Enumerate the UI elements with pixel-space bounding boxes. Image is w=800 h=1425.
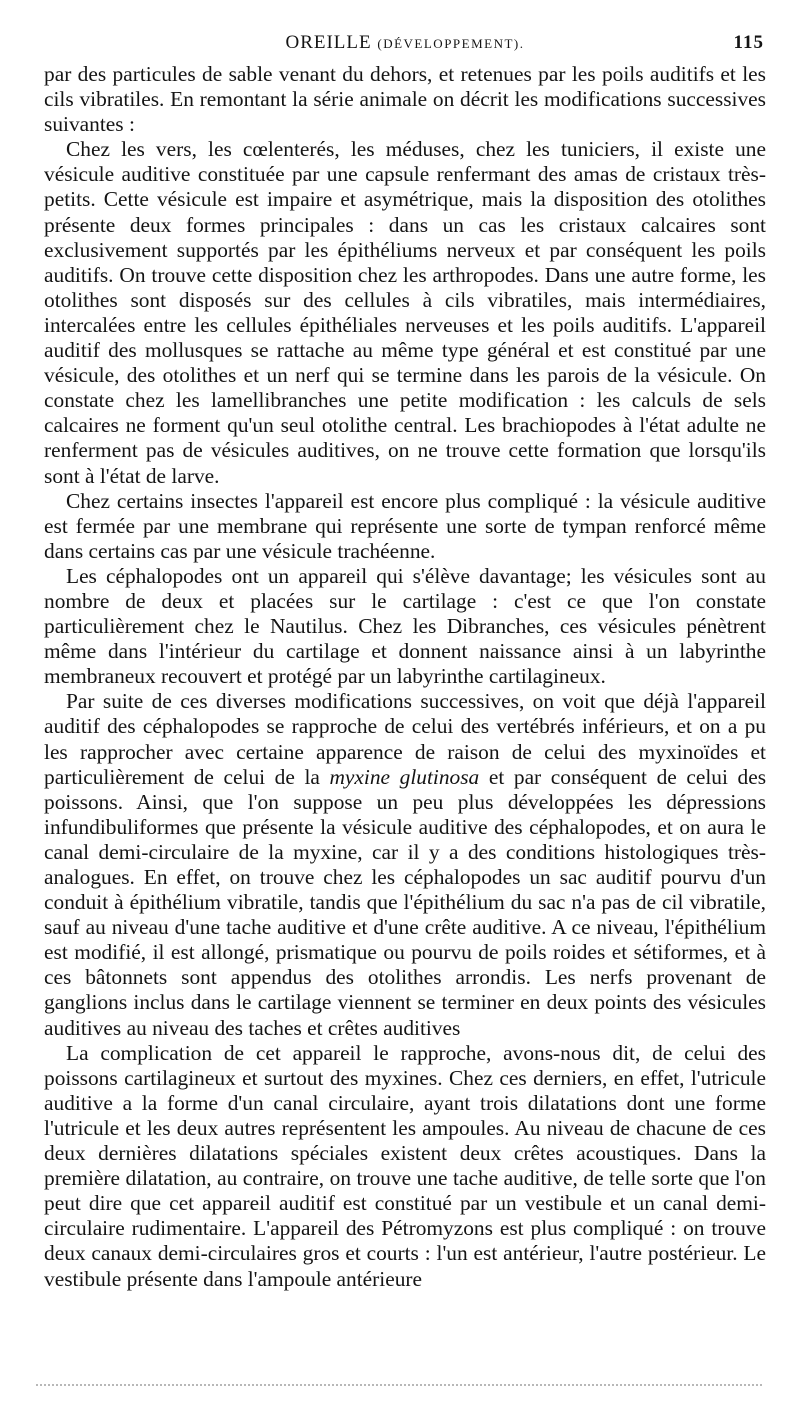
footer-rule: [36, 1384, 762, 1386]
paragraph-6: La complication de cet appareil le rapproche, avons-nous dit, de celui des poissons cartilagineux et surtout des myxines. Chez ces derniers, en effet, l'utricule auditive a la forme d'un canal circulaire, ayant trois dilatations dont une forme l'utricule et les deux autres représentent les ampoules. Au niveau de chacune de ces deux dernières dilatations spéciales existent deux crêtes acoustiques. Dans la première dilatation, au contraire, on trouve une tache auditive, de telle sorte que l'on peut dire que cet appareil auditif est constitué par un vestibule et un canal demi-circulaire rudimentaire. L'appareil des Pétromyzons est plus compliqué : on trouve deux canaux demi-circulaires gros et courts : l'un est antérieur, l'autre postérieur. Le vestibule présente dans l'ampoule antérieure: [44, 1040, 766, 1291]
body-text: [44, 62, 766, 1292]
paragraph-1: par des particules de sable venant du dehors, et retenues par les poils auditifs et les cils vibratiles. En remontant la série animale on décrit les modifications successives suivantes :: [44, 62, 766, 137]
running-header: [44, 32, 766, 62]
paragraph-3: Chez certains insectes l'appareil est encore plus compliqué : la vésicule auditive est fermée par une membrane qui représente une sorte de tympan renforcé même dans certains cas par une vésicule trachéenne.: [44, 488, 766, 563]
document-page: [44, 32, 766, 1292]
paragraph-2: Chez les vers, les cœlenterés, les méduses, chez les tuniciers, il existe une vésicule auditive constituée par une capsule renfermant des amas de cristaux très-petits. Cette vésicule est impaire et asymétrique, mais la disposition des otolithes présente deux formes principales : dans un cas les cristaux calcaires sont exclusivement supportés par les épithéliums nerveux et par conséquent les poils auditifs. On trouve cette disposition chez les arthropodes. Dans une autre forme, les otolithes sont disposés sur des cellules à cils vibratiles, mais intermédiaires, intercalées entre les cellules épithéliales nerveuses et les poils auditifs. L'appareil auditif des mollusques se rattache au même type général et est constitué par une vésicule, des otolithes et un nerf qui se termine dans les parois de la vésicule. On constate chez les lamellibranches une petite modification : les calculs de sels calcaires ne forment qu'un seul otolithe central. Les brachiopodes à l'état adulte ne renferment pas de vésicules auditives, on ne trouve cette formation que lorsqu'ils sont à l'état de larve.: [44, 137, 766, 488]
running-title: [44, 32, 766, 54]
page-number: 115: [733, 32, 764, 53]
species-name: myxine glutinosa: [329, 764, 480, 789]
running-title-subtitle: (DÉVELOPPEMENT).: [377, 36, 525, 51]
paragraph-5: [44, 689, 766, 1040]
running-title-main: OREILLE: [285, 32, 372, 53]
paragraph-5-part-1: Par suite de ces diverses modifications successives, on voit que déjà l'appareil auditif des céphalopodes se rapproche de celui des vertébrés inférieurs, et on a pu les rapprocher avec certaine apparence de raison de celui des myxinoïdes et particulièrement de celui de la: [44, 689, 766, 789]
paragraph-4: Les céphalopodes ont un appareil qui s'élève davantage; les vésicules sont au nombre de deux et placées sur le cartilage : c'est ce que l'on constate particulièrement chez le Nautilus. Chez les Dibranches, ces vésicules pénètrent même dans l'intérieur du cartilage et donnent naissance ainsi à un labyrinthe membraneux recouvert et protégé par un labyrinthe cartilagineux.: [44, 563, 766, 689]
paragraph-5-part-2: et par conséquent de celui des poissons. Ainsi, que l'on suppose un peu plus développées les dépressions infundibuliformes que présente la vésicule auditive des céphalopodes, et on aura le canal demi-circulaire de la myxine, car il y a des conditions histologiques très-analogues. En effet, on trouve chez les céphalopodes un sac auditif pourvu d'un conduit à épithélium vibratile, tandis que l'épithélium du sac n'a pas de cil vibratile, sauf au niveau d'une tache auditive et d'une crête auditive. A ce niveau, l'épithélium est modifié, il est allongé, prismatique ou pourvu de poils roides et sétiformes, et à ces bâtonnets sont appendus des otolithes arrondis. Les nerfs provenant de ganglions inclus dans le cartilage viennent se terminer en deux points des vésicules auditives au niveau des taches et crêtes auditives: [44, 764, 767, 1040]
